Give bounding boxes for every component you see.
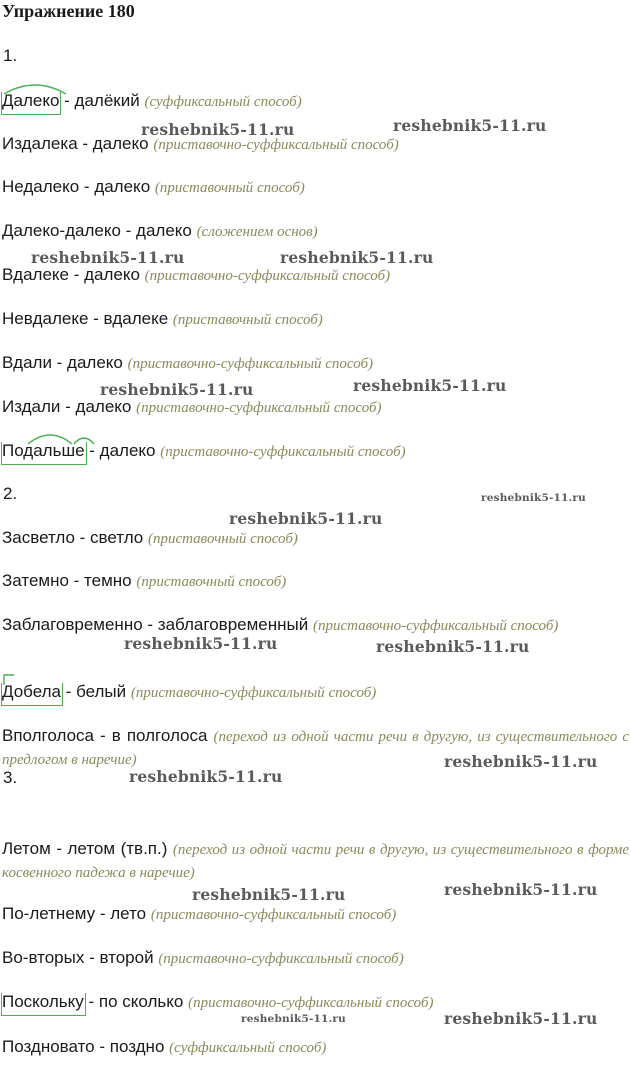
derived-word: Засветло <box>2 528 75 547</box>
watermark: reshebnik5-11.ru <box>100 380 254 399</box>
watermark: reshebnik5-11.ru <box>280 248 434 267</box>
dash: - <box>74 528 91 547</box>
dash: - <box>60 682 77 701</box>
dash: - <box>68 265 85 284</box>
morpheme-arc-icon <box>2 80 68 94</box>
watermark: reshebnik5-11.ru <box>31 248 185 267</box>
dash: - <box>68 571 85 590</box>
derived-word: Издалека <box>2 134 78 153</box>
derived-word: По-летнему <box>2 904 96 923</box>
source-word: далеко <box>94 177 151 196</box>
source-word: далеко <box>92 134 149 153</box>
list-item <box>2 681 629 704</box>
dash: - <box>51 353 68 372</box>
source-word: далеко <box>84 265 140 284</box>
derived-word: Вдали <box>2 353 52 372</box>
source-word: в полголоса <box>111 726 208 745</box>
source-word: белый <box>76 682 127 701</box>
dash: - <box>88 309 104 328</box>
source-word: второй <box>99 948 154 967</box>
dash: - <box>50 839 68 858</box>
list-item <box>2 440 629 463</box>
method-note: (приставочно-суффиксальный способ) <box>144 268 391 284</box>
method-note: (приставочно-суффиксальный способ) <box>127 356 374 372</box>
list-item <box>2 570 629 593</box>
source-word: лето <box>110 904 147 923</box>
list-item <box>2 264 629 287</box>
section-number: 3. <box>3 768 18 787</box>
list-item <box>2 220 629 243</box>
dash: - <box>79 177 95 196</box>
dash: - <box>95 904 111 923</box>
derived-word: Заблаговременно <box>2 615 143 634</box>
section-number: 2. <box>3 484 18 503</box>
watermark: reshebnik5-11.ru <box>444 752 598 771</box>
method-note: (приставочно-суффиксальный способ) <box>160 444 406 460</box>
morpheme-markup <box>2 90 59 112</box>
method-note: (приставочно-суффиксальный способ) <box>312 618 559 634</box>
list-item <box>2 308 629 331</box>
method-note: (приставочно-суффиксальный способ) <box>158 951 404 967</box>
derived-word: Далеко-далеко <box>2 221 121 240</box>
watermark: reshebnik5-11.ru <box>241 1013 346 1025</box>
method-note: (приставочно-суффиксальный способ) <box>136 400 382 416</box>
method-note: (приставочный способ) <box>136 574 287 590</box>
list-item <box>2 527 629 550</box>
watermark: reshebnik5-11.ru <box>444 1009 598 1028</box>
watermark: reshebnik5-11.ru <box>229 509 383 528</box>
morpheme-markup <box>2 991 84 1013</box>
method-note: (переход из одной части речи в другую, из существительного с предлогом в наречие) <box>2 729 629 768</box>
watermark: reshebnik5-11.ru <box>353 376 507 395</box>
list-item <box>2 396 629 419</box>
dash: - <box>142 615 158 634</box>
derived-word: Летом <box>2 839 51 858</box>
list-item <box>2 352 629 375</box>
derived-word: Вдалеке <box>2 265 69 284</box>
morpheme-markup <box>2 440 85 462</box>
list-item <box>2 1036 629 1059</box>
watermark: reshebnik5-11.ru <box>129 767 283 786</box>
section-number: 1. <box>3 46 18 65</box>
derived-word: Издали <box>2 397 61 416</box>
list-item <box>2 133 629 156</box>
dash: - <box>120 221 137 240</box>
derived-word: Во-вторых <box>2 948 85 967</box>
dash: - <box>93 726 112 745</box>
derived-word: Подальше <box>2 441 85 460</box>
source-word: вдалеке <box>103 309 169 328</box>
dash: - <box>59 91 75 110</box>
method-note: (приставочно-суффиксальный способ) <box>150 907 397 923</box>
dash: - <box>60 397 76 416</box>
method-note: (приставочно-суффиксальный способ) <box>153 137 399 153</box>
watermark: reshebnik5-11.ru <box>481 492 586 504</box>
source-word: далёкий <box>74 91 140 110</box>
method-note: (приставочный способ) <box>148 531 298 547</box>
morpheme-arc-icon <box>2 671 68 685</box>
dash: - <box>84 948 100 967</box>
list-item <box>2 176 629 199</box>
method-note: (переход из одной части речи в другую, из существительного в форме косвенного падежа в наречие) <box>2 842 630 881</box>
list-item <box>2 947 629 970</box>
list-item <box>2 614 629 637</box>
dash: - <box>84 441 100 460</box>
page-title: Упражнение 180 <box>2 1 135 21</box>
list-item <box>2 903 629 926</box>
source-word: далеко <box>99 441 156 460</box>
source-word: далеко <box>75 397 132 416</box>
source-word: далеко <box>136 221 192 240</box>
dash: - <box>77 134 93 153</box>
list-item <box>2 838 629 884</box>
list-item <box>2 90 629 113</box>
watermark: reshebnik5-11.ru <box>376 637 530 656</box>
watermark: reshebnik5-11.ru <box>141 120 295 139</box>
method-note: (суффиксальный способ) <box>169 1040 327 1056</box>
watermark: reshebnik5-11.ru <box>124 634 278 653</box>
dash: - <box>83 992 99 1011</box>
method-note: (приставочный способ) <box>172 312 323 328</box>
source-word: по сколько <box>98 992 184 1011</box>
watermark: reshebnik5-11.ru <box>393 116 547 135</box>
source-word: темно <box>84 571 132 590</box>
derived-word: Далеко <box>2 91 60 110</box>
source-word: поздно <box>109 1037 165 1056</box>
source-word: далеко <box>67 353 123 372</box>
derived-word: Поскольку <box>2 992 84 1011</box>
method-note: (сложением основ) <box>196 224 318 240</box>
morpheme-markup <box>2 681 61 703</box>
method-note: (суффиксальный способ) <box>144 94 302 110</box>
dash: - <box>94 1037 110 1056</box>
method-note: (приставочно-суффиксальный способ) <box>130 685 377 701</box>
morpheme-arc-icon <box>2 430 94 444</box>
derived-word: Затемно <box>2 571 69 590</box>
derived-word: Вполголоса <box>2 726 94 745</box>
derived-word: Невдалеке <box>2 309 89 328</box>
derived-word: Поздновато <box>2 1037 95 1056</box>
method-note: (приставочный способ) <box>154 180 305 196</box>
derived-word: Недалеко <box>2 177 80 196</box>
watermark: reshebnik5-11.ru <box>444 880 598 899</box>
derived-word: Добела <box>2 682 61 701</box>
source-word: заблаговременный <box>157 615 309 634</box>
method-note: (приставочно-суффиксальный способ) <box>188 995 434 1011</box>
watermark: reshebnik5-11.ru <box>192 885 346 904</box>
source-word: летом (тв.п.) <box>67 839 168 858</box>
source-word: светло <box>90 528 144 547</box>
